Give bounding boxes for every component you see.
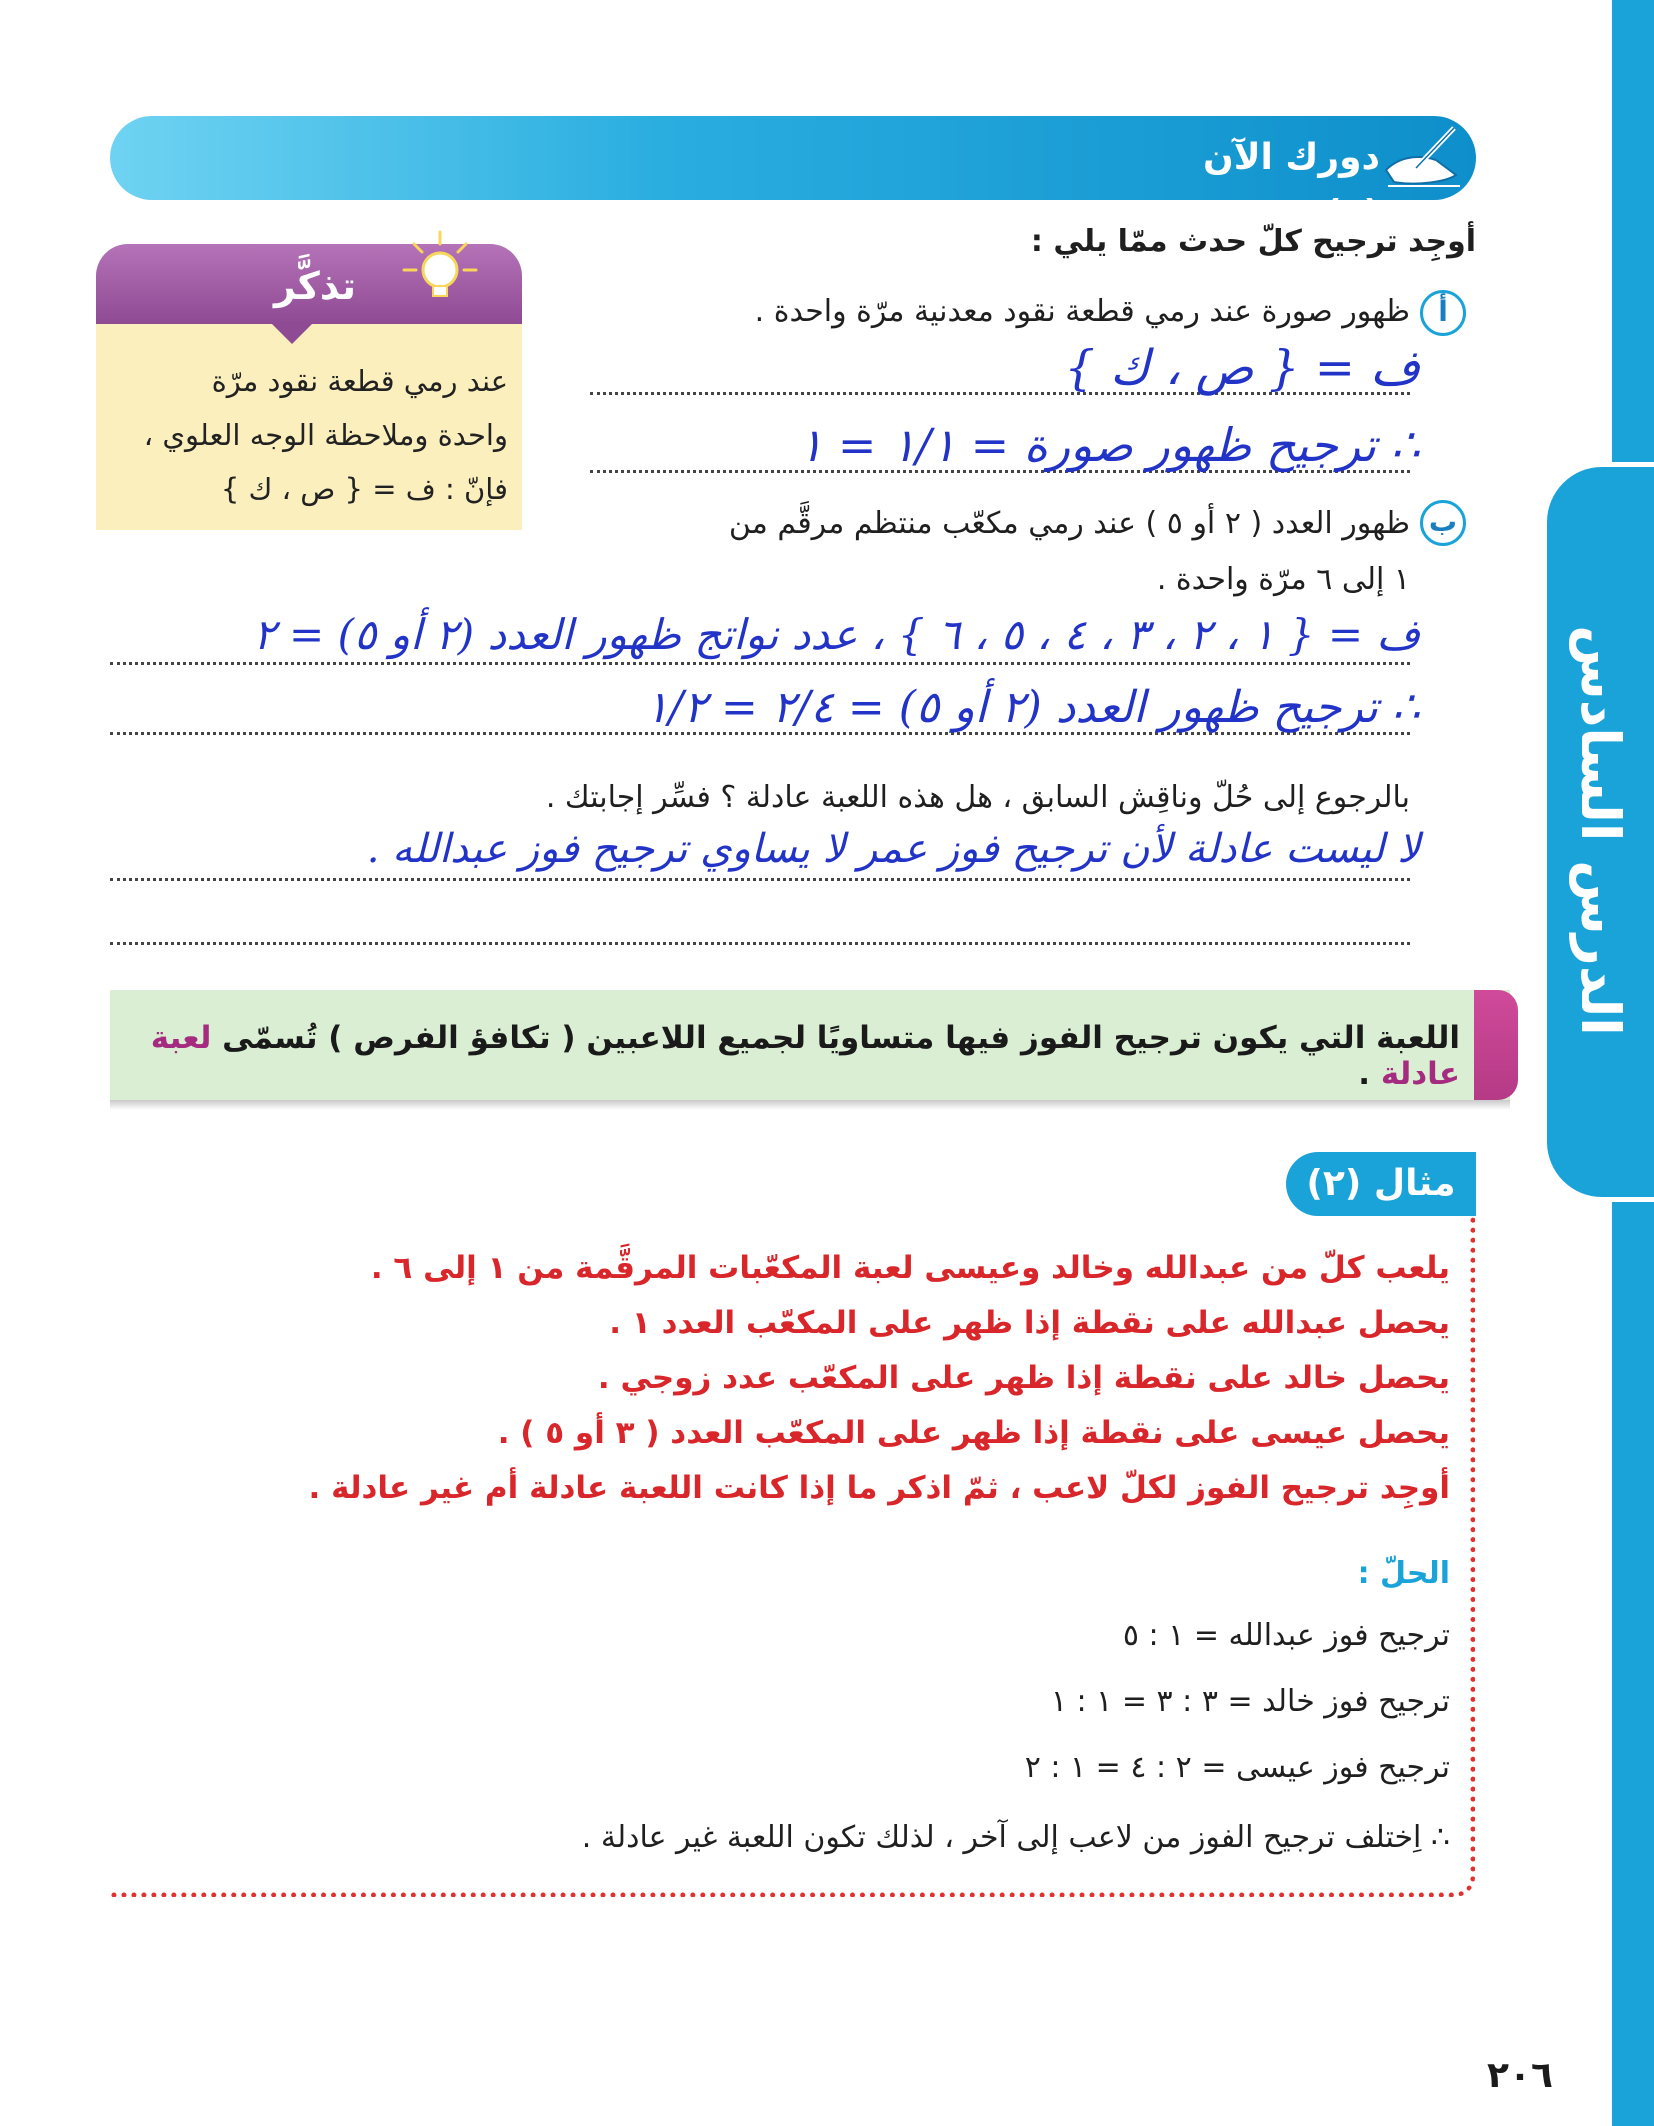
handwritten-answer: ∴ ترجيح ظهور صورة = ١/١ = ١: [798, 418, 1420, 472]
definition-text: اللعبة التي يكون ترجيح الفوز فيها متساويًا لجميع اللاعبين ( تكافؤ الفرص ) تُسمّى لعبة عادلة .: [150, 1020, 1460, 1092]
example-line: يحصل عيسى على نقطة إذا ظهر على المكعّب العدد ( ٣ أو ٥ ) .: [497, 1415, 1450, 1451]
solution-conclusion: ∴ اِختلف ترجيح الفوز من لاعب إلى آخر ، لذلك تكون اللعبة غير عادلة .: [581, 1820, 1450, 1855]
answer-line: [110, 942, 1410, 945]
example-line: يلعب كلّ من عبدالله وخالد وعيسى لعبة المكعّبات المرقَّمة من ١ إلى ٦ .: [370, 1250, 1450, 1286]
solution-line: ترجيح فوز عبدالله = ١ : ٥: [1122, 1618, 1450, 1653]
exercise-instruction: أوجِد ترجيح كلّ حدث ممّا يلي :: [1030, 224, 1476, 259]
discussion-question: بالرجوع إلى حُلّ وناقِش السابق ، هل هذه اللعبة عادلة ؟ فسِّر إجابتك .: [545, 780, 1410, 815]
lightbulb-icon: [400, 226, 480, 312]
part-a-question: ظهور صورة عند رمي قطعة نقود معدنية مرّة واحدة .: [754, 294, 1410, 329]
lesson-side-tab-label: الدرس السادس: [1568, 624, 1632, 1036]
definition-box-shadow: [110, 1100, 1510, 1110]
solution-line: ترجيح فوز عيسى = ٢ : ٤ = ١ : ٢: [1024, 1750, 1450, 1785]
handwritten-answer: ف = { ص ، ك }: [1064, 340, 1420, 396]
handwritten-answer: ∴ ترجيح ظهور العدد (٢ أو ٥) = ٢/٤ = ١/٢: [644, 682, 1420, 733]
handwritten-answer: ف = { ١ ، ٢ ، ٣ ، ٤ ، ٥ ، ٦ } ، عدد نواتج ظهور العدد (٢ أو ٥) = ٢: [253, 610, 1420, 659]
part-b-question: ١ إلى ٦ مرّة واحدة .: [1156, 562, 1410, 597]
remember-line: واحدة وملاحظة الوجه العلوي ،: [143, 418, 508, 452]
example-line: يحصل عبدالله على نقطة إذا ظهر على المكعّب العدد ١ .: [609, 1305, 1450, 1341]
example-title: مثال (٢) :: [1306, 1163, 1456, 1260]
example-line: أوجِد ترجيح الفوز لكلّ لاعب ، ثمّ اذكر ما إذا كانت اللعبة عادلة أم غير عادلة .: [308, 1470, 1450, 1506]
page-number: ٢٠٦: [1487, 2055, 1553, 2096]
solution-line: ترجيح فوز خالد = ٣ : ٣ = ١ : ١: [1050, 1684, 1450, 1719]
part-a-letter: أ: [1420, 290, 1466, 336]
remember-box-notch: [270, 322, 314, 344]
answer-line: [110, 662, 1410, 665]
example-line: يحصل خالد على نقطة إذا ظهر على المكعّب عدد زوجي .: [597, 1360, 1450, 1396]
banner-title: دورك الآن (٢): [1203, 137, 1380, 234]
part-b-question: ظهور العدد ( ٢ أو ٥ ) عند رمي مكعّب منتظم مرقَّم من: [728, 506, 1410, 541]
remember-line: عند رمي قطعة نقود مرّة: [211, 364, 508, 398]
definition-term: لعبة عادلة: [150, 1020, 1460, 1092]
remember-line: فإنّ : ف = { ص ، ك }: [220, 472, 508, 506]
part-b-letter: ب: [1420, 500, 1466, 546]
remember-title: تذكَّر: [274, 264, 356, 308]
answer-line: [110, 878, 1410, 881]
definition-box-tab: [1474, 990, 1518, 1100]
handwritten-answer: لا ليست عادلة لأن ترجيح فوز عمر لا يساوي ترجيح فوز عبدالله .: [366, 826, 1420, 872]
pen-writing-icon: [1376, 120, 1466, 196]
solution-label: الحلّ :: [1357, 1556, 1450, 1591]
